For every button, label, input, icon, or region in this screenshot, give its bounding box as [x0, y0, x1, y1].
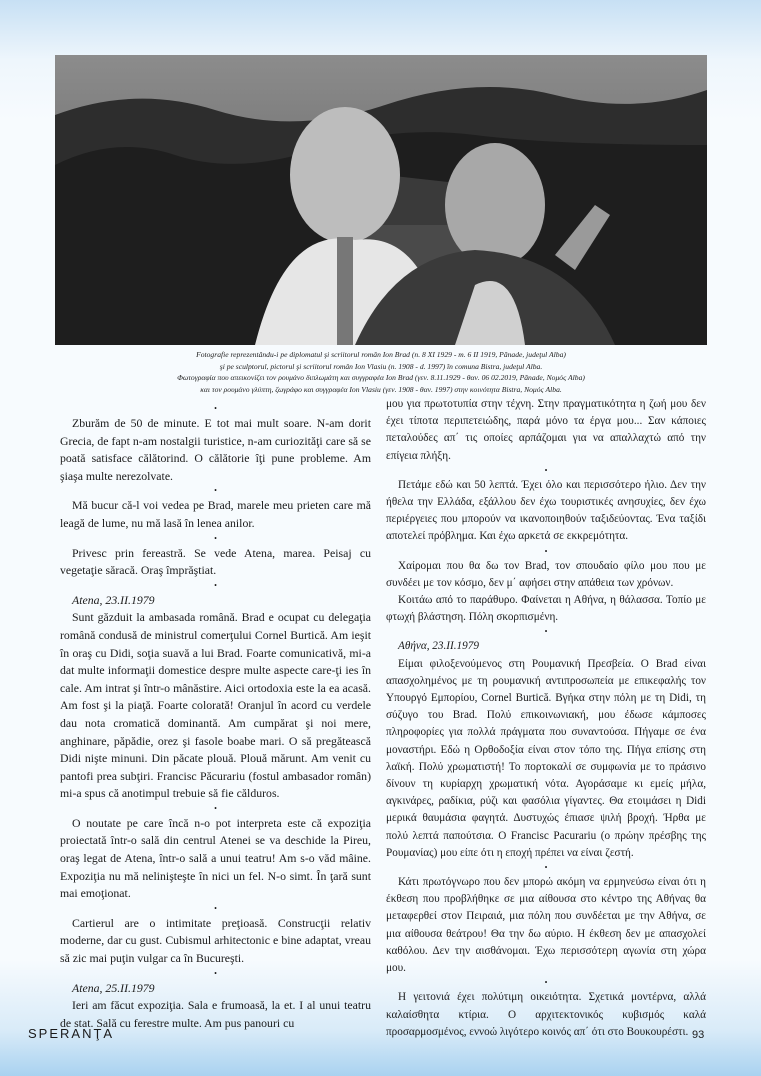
romanian-text-column [60, 403, 371, 1032]
paragraph: Zburăm de 50 de minute. E tot mai mult soare. N-am dorit Grecia, de fapt n-am nostalgii turistice, n-am curiozităţi care să se poată satisface călătorind. O călătorie îţi pune probleme. Am şiaşa multe nerezolvate. [60, 416, 371, 483]
section-separator: • [544, 465, 548, 475]
paragraph: Είμαι φιλοξενούμενος στη Ρουμανική Πρεσβεία. Ο Brad είναι απασχολημένος με τη ρουμανική αντιπροσωπεία με επικεφαλής τον Υπουργό Εμπορίου, Cornel Burtică. Βγήκα στην πόλη με τη Didi, τη σύζυγο του Brad. Πολύ επικοινωνιακή, μου έδωσε κάμποσες πληροφορίες για πολλά πράγματα που συναντούσα. Πήγαμε σε ένα μοναστήρι. Εδώ η Ορθοδοξία είναι στον τόπο της. Πήγα επίσης στη λαϊκή. Πολύ χρωματιστή! Το πορτοκαλί σε συμφωνία με το πράσινο δίνουν τη κυρίαρχη χρωματική νότα. Αγοράσαμε κι εμείς μήλα, αγκινάρες, ραδίκια, ρύζι και φασόλια γίγαντες. Θα ετοιμάσει η Didi μερικά θαυμάσια φαγητά. Δυστυχώς έπιασε ψιλή βροχή. Ήρθα με πολύ λεπτά παπούτσια. Ο Francisc Pacurariu (ο πρώην πρέσβης της Ρουμανίας) μου είπε ότι η εποχή πρέπει να είναι ζεστή. [386, 657, 706, 859]
greek-text-column [386, 396, 706, 1041]
entry-date: Αθήνα, 23.II.1979 [398, 640, 479, 653]
caption-line: Φωτογραφία που απεικονίζει τον ρουμάνο διπλωμάτη και συγγραφέα Ion Brad (γεν. 8.11.1929 - θαν. 06 02.2019, Pănade, Νομός Alba) [177, 373, 585, 383]
paragraph: Privesc prin fereastră. Se vede Atena, marea. Peisaj cu vegetaţie săracă. Oraş împrăştiat. [60, 545, 371, 578]
paragraph: μου για πρωτοτυπία στην τέχνη. Στην πραγματικότητα η ζωή μου δεν έχει τίποτα περιπετειώδης, παρά μόνο τα έργα μου... Σαν κάποιες πεταλούδες απ΄ τις οποίες αρπάζομαι για να απαλλαχτώ από την επίγεια πλήξη. [386, 398, 706, 462]
paragraph: O noutate pe care încă n-o pot interpreta este că expoziţia proiectată într-o sală din centrul Atenei se va deschide la Pireu, oraş legat de Atena, într-o sală a unui teatru! Am s-o văd mâine. Expoziţia nu mă nelinişteşte în nici un fel. N-o simt. În ţară sunt mai emoţionat. [60, 815, 371, 901]
paragraph: Sunt găzduit la ambasada română. Brad e ocupat cu delegaţia română condusă de ministrul comerţului Cornel Burtică. Am ieşit în oraş cu Didi, soţia suavă a lui Brad. Foarte comunicativă, mi-a dat multe informaţii domestice despre multe aspecte care-ţi ies în cale. Am intrat şi într-o mânăstire. Aici ortodoxia este la ea acasă. Am fost şi la piaţă. Foarte colorată! Oranjul în acord cu verdele dau nota cromatică dominantă. Am cumpărat şi noi mere, anghinare, păpădie, orez şi fasole boabe mari. O să pregătească Didi nişte minuni. Din păcate plouă. Plouă mărunt. Am venit cu pantofi prea subţiri. Francisc Păcurariu (fostul ambasador român) mi-a spus că anotimpul trebuie să fie călduros. [60, 610, 371, 801]
photo-illustration [55, 55, 707, 345]
caption-line: şi pe sculptorul, pictorul şi scriitorul român Ion Vlasiu (n. 1908 - d. 1997) în comuna Bistra, judeţul Alba. [219, 361, 543, 371]
paragraph: Χαίρομαι που θα δω τον Brad, τον σπουδαίο φίλο μου που με συνδέει με τον κόσμο, δεν μ΄ αφήσει στην απάθεια των χρόνων. [386, 559, 706, 589]
photo [55, 55, 707, 345]
section-separator: • [544, 978, 548, 988]
section-separator: • [214, 803, 217, 813]
section-separator: • [214, 903, 217, 913]
entry-date: Atena, 25.II.1979 [72, 980, 155, 995]
paragraph: Κοιτάω από το παράθυρο. Φαίνεται η Αθήνα, η θάλασσα. Τοπίο με φτωχή βλάστηση. Πόλη σκορπισμένη. [386, 594, 706, 624]
section-separator: • [214, 486, 217, 496]
caption-line: και τον ρουμάνο γλύπτη, ζωγράφο και συγγραφέα Ion Vlasiu (γεν. 1908 - θαν. 1997) στην κοινότητα Bistra, Νομός Alba. [200, 384, 562, 394]
paragraph: Ieri am făcut expoziţia. Sala e frumoasă, la et. I al unui teatru de stat. Sală cu ferestre multe. Am pus panouri cu [60, 998, 371, 1030]
section-separator: • [544, 863, 548, 873]
paragraph: Κάτι πρωτόγνωρο που δεν μπορώ ακόμη να ερμηνεύσω είναι ότι η έκθεση που προβλήθηκε σε μια αίθουσα στο κέντρο της Αθήνας θα μεταφερθεί στον Πειραιά, μια πόλη που συνδέεται με την Αθήνα, σε μια αίθουσα θεάτρου! Θα την δω αύριο. Η έκθεση δεν με απασχολεί καθόλου. Δεν την αισθάνομαι. Έχω περισσότερη αγωνία στη χώρα μου. [386, 876, 706, 975]
photo-caption [55, 349, 707, 395]
paragraph: Πετάμε εδώ και 50 λεπτά. Έχει όλο και περισσότερο ήλιο. Δεν την ήθελα την Ελλάδα, εξάλλου δεν έχω τουριστικές ανησυχίες, δεν έχω περιέργειες που μπορούν να ικανοποιηθούν ταξιδεύοντας. Ένα ταξίδι αποτελεί πρόβλημα. Και έχω αρκετά σε εκκρεμότητα. [386, 478, 706, 543]
section-separator: • [214, 968, 217, 978]
paragraph: Mă bucur că-l voi vedea pe Brad, marele meu prieten care mă leagă de lume, nu mă lasă în lenea anilor. [60, 498, 371, 530]
section-separator: • [214, 580, 217, 590]
section-separator: • [214, 533, 217, 543]
entry-date: Atena, 23.II.1979 [72, 592, 155, 607]
page-number: 93 [692, 1029, 705, 1041]
magazine-name: SPERANŢA [28, 1026, 115, 1041]
caption-line: Fotografie reprezentându-i pe diplomatul şi scriitorul român Ion Brad (n. 8 XI 1929 - m. 6 II 1919, Pănade, judeţul Alba) [196, 350, 566, 359]
paragraph: Η γειτονιά έχει πολύτιμη οικειότητα. Σχετικά μοντέρνα, αλλά καλαίσθητα κτίρια. Ο αρχιτεκτονικός κυβισμός καλά προσαρμοσμένος, εννοώ λιγότερο κοινός απ΄ ότι στο Βουκουρέστι. [386, 991, 706, 1038]
paragraph: Cartierul are o intimitate preţioasă. Construcţii relativ moderne, dar cu gust. Cubismul arhitectonic e bine adaptat, vreau să zic mai puţin vulgar ca în Bucureşti. [60, 915, 371, 966]
section-separator: • [214, 404, 217, 413]
section-separator: • [544, 546, 548, 556]
section-separator: • [544, 627, 548, 637]
